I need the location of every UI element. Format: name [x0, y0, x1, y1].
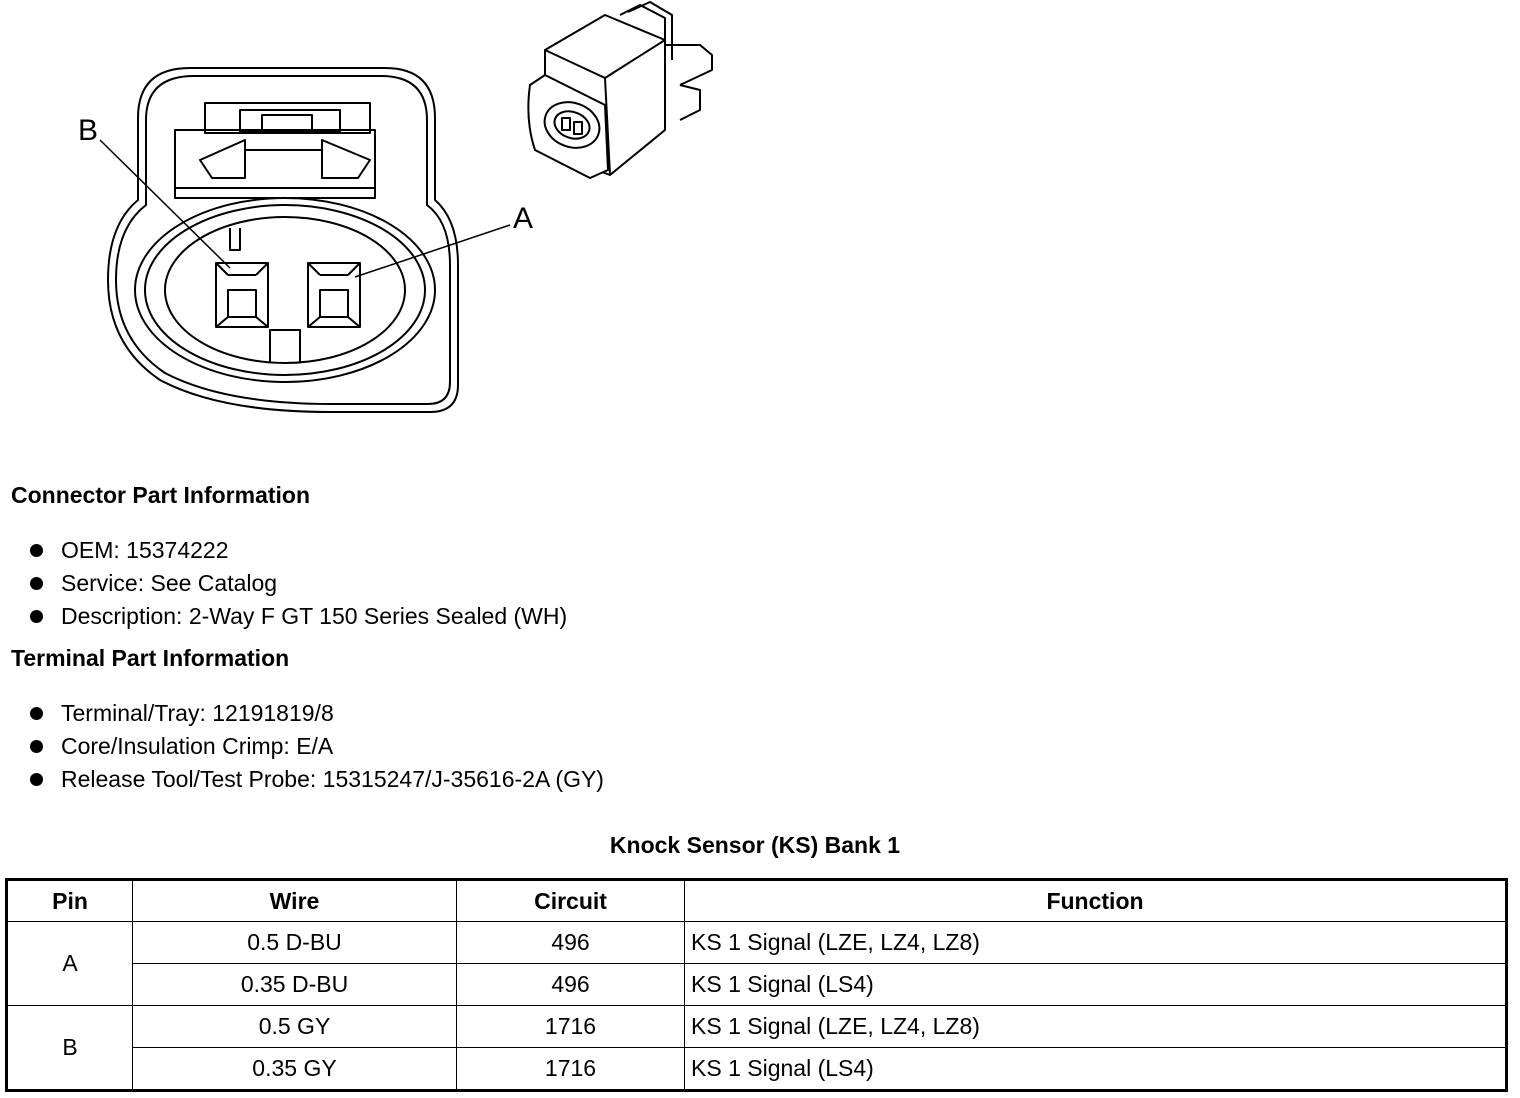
pin-cell: B: [7, 1005, 133, 1090]
pin-cell: A: [7, 922, 133, 1006]
function-cell: KS 1 Signal (LZE, LZ4, LZ8): [685, 1005, 1507, 1047]
function-cell: KS 1 Signal (LZE, LZ4, LZ8): [685, 922, 1507, 964]
bullet-icon: [30, 577, 43, 590]
function-cell: KS 1 Signal (LS4): [685, 1047, 1507, 1090]
column-header-wire: Wire: [133, 880, 457, 922]
bullet-icon: [30, 773, 43, 786]
list-item: Core/Insulation Crimp: E/A: [30, 730, 604, 763]
wire-cell: 0.5 D-BU: [133, 922, 457, 964]
wire-cell: 0.5 GY: [133, 1005, 457, 1047]
table-row: [7, 963, 1507, 1005]
table-row: [7, 1005, 1507, 1047]
leader-line-a: [355, 225, 510, 277]
bullet-icon: [30, 544, 43, 557]
connector-part-info-list: [30, 534, 567, 633]
terminal-cavity-b: [216, 263, 268, 327]
table-row: [7, 1047, 1507, 1090]
connector-housing-inner: [116, 76, 450, 404]
bullet-icon: [30, 610, 43, 623]
circuit-cell: 496: [457, 922, 685, 964]
circuit-cell: 1716: [457, 1005, 685, 1047]
column-header-pin: Pin: [7, 880, 133, 922]
connector-part-info-heading: Connector Part Information: [11, 482, 311, 508]
circuit-cell: 1716: [457, 1047, 685, 1090]
wire-cell: 0.35 GY: [133, 1047, 457, 1090]
list-item: Release Tool/Test Probe: 15315247/J-35616-2A (GY): [30, 763, 604, 796]
terminal-part-info-heading: Terminal Part Information: [11, 645, 290, 671]
seal-ring-outer: [135, 198, 435, 382]
connector-diagram: [0, 0, 760, 430]
list-item: Description: 2-Way F GT 150 Series Sealed (WH): [30, 600, 567, 633]
terminal-part-info-list: [30, 697, 604, 796]
wire-cell: 0.35 D-BU: [133, 963, 457, 1005]
column-header-circuit: Circuit: [457, 880, 685, 922]
seal-ring-mid: [145, 205, 425, 375]
column-header-function: Function: [685, 880, 1507, 922]
bullet-icon: [30, 740, 43, 753]
pinout-table: [5, 878, 1508, 1092]
list-item: OEM: 15374222: [30, 534, 567, 567]
terminal-cavity-a: [308, 263, 360, 327]
bullet-icon: [30, 707, 43, 720]
pin-label-b: B: [78, 114, 99, 147]
list-item: Service: See Catalog: [30, 567, 567, 600]
table-row: [7, 922, 1507, 964]
function-cell: KS 1 Signal (LS4): [685, 963, 1507, 1005]
pin-label-a: A: [513, 202, 534, 235]
table-header-row: [7, 880, 1507, 922]
list-item: Terminal/Tray: 12191819/8: [30, 697, 604, 730]
circuit-cell: 496: [457, 963, 685, 1005]
table-title: Knock Sensor (KS) Bank 1: [609, 832, 901, 858]
connector-isometric-view: [528, 2, 712, 178]
